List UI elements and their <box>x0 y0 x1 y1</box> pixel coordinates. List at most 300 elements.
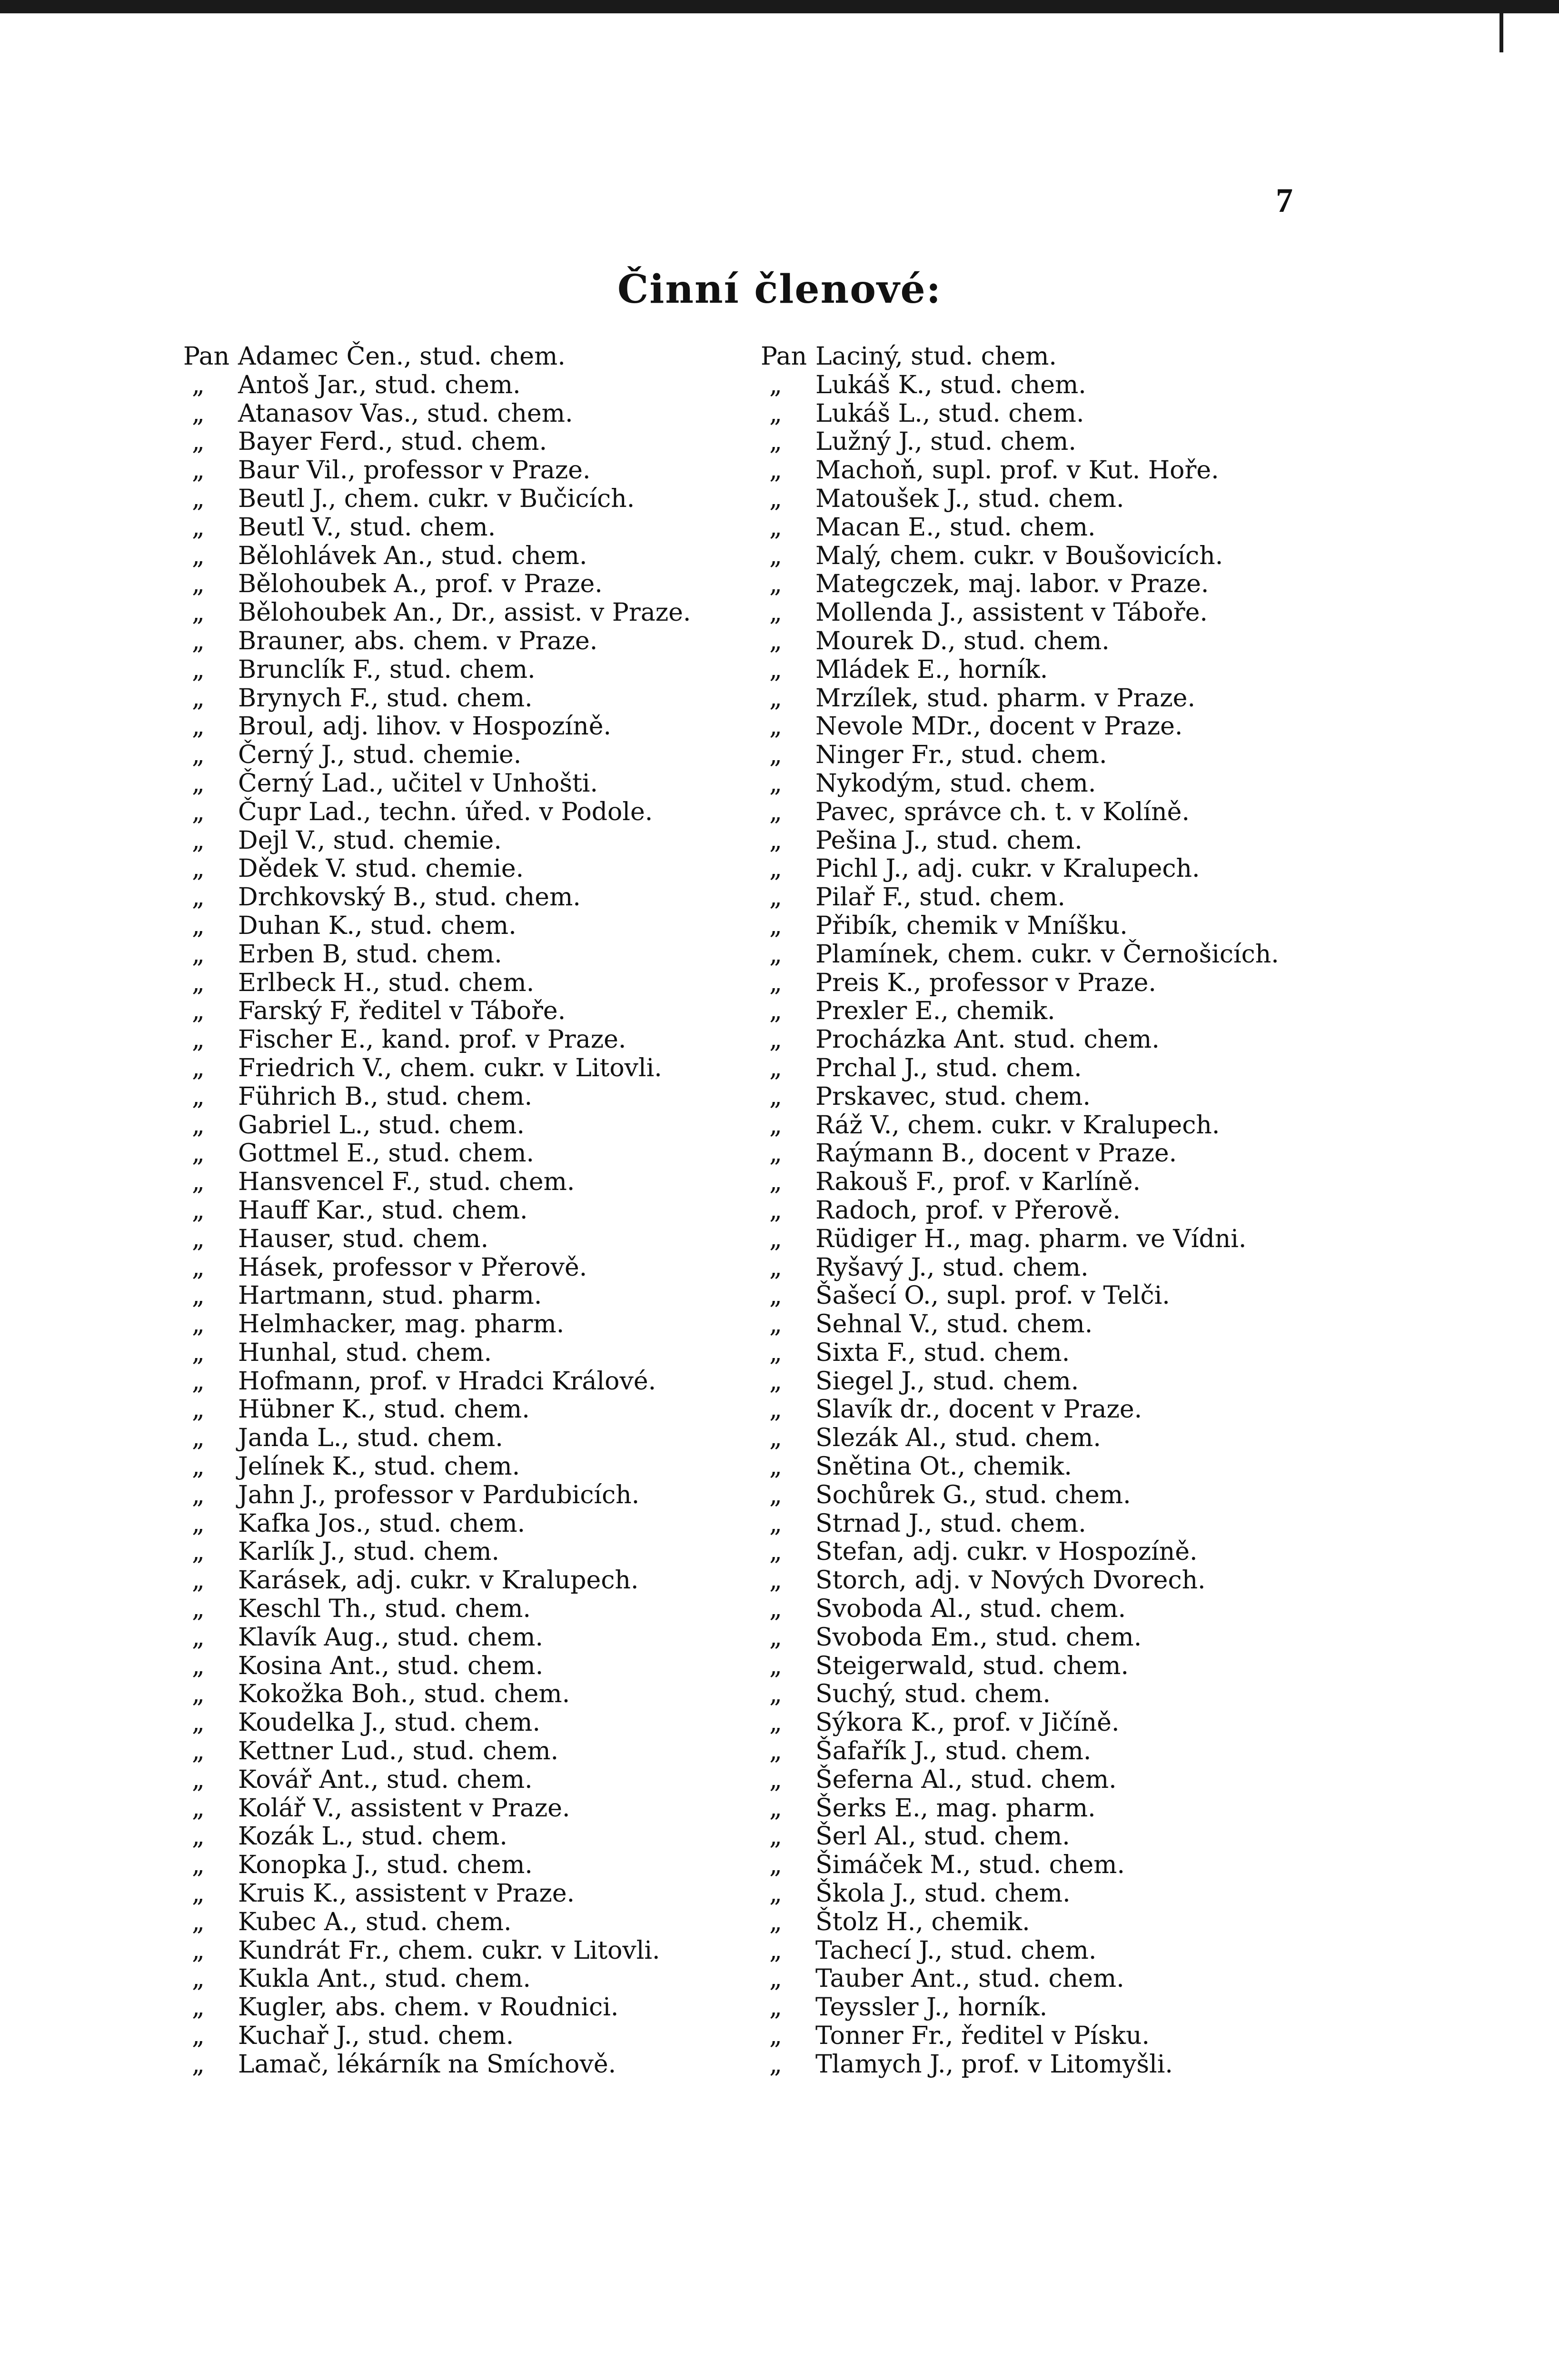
ditto-mark: „ <box>769 854 782 883</box>
ditto-mark: „ <box>769 1964 782 1993</box>
member-row <box>761 855 1380 883</box>
member-entry: Kruis K., assistent v Praze. <box>238 1879 575 1908</box>
member-entry: Prskavec, stud. chem. <box>815 1082 1091 1111</box>
member-entry: Rakouš F., prof. v Karlíně. <box>815 1168 1141 1197</box>
member-row <box>183 883 802 912</box>
member-row <box>761 456 1380 485</box>
ditto-mark: „ <box>769 1651 782 1680</box>
member-row <box>761 1054 1380 1083</box>
member-entry: Nykodým, stud. chem. <box>815 769 1096 798</box>
ditto-mark: „ <box>769 1509 782 1538</box>
member-row <box>183 1823 802 1851</box>
member-row <box>761 599 1380 627</box>
member-row <box>761 428 1380 456</box>
ditto-mark: „ <box>769 1765 782 1794</box>
ditto-mark: „ <box>769 1367 782 1396</box>
member-entry: Svoboda Al., stud. chem. <box>815 1595 1126 1624</box>
member-row <box>761 400 1380 428</box>
ditto-mark: „ <box>769 1196 782 1225</box>
member-entry: Sehnal V., stud. chem. <box>815 1310 1093 1339</box>
member-entry: Pilař F., stud. chem. <box>815 883 1065 912</box>
ditto-mark: „ <box>192 399 205 428</box>
member-entry: Kugler, abs. chem. v Roudnici. <box>238 1993 619 2022</box>
ditto-mark: „ <box>192 1680 205 1709</box>
member-row <box>761 1823 1380 1851</box>
member-row <box>761 770 1380 798</box>
member-row <box>183 1567 802 1595</box>
member-entry: Broul, adj. lihov. v Hospozíně. <box>238 712 612 741</box>
ditto-mark: „ <box>192 1993 205 2022</box>
ditto-mark: „ <box>769 1053 782 1082</box>
ditto-mark: „ <box>192 1424 205 1453</box>
ditto-mark: „ <box>769 684 782 713</box>
member-entry: Hansvencel F., stud. chem. <box>238 1168 575 1197</box>
member-row <box>761 1026 1380 1054</box>
ditto-mark: „ <box>192 883 205 912</box>
page-number: 7 <box>1276 181 1293 219</box>
member-entry: Tonner Fr., ředitel v Písku. <box>815 2022 1150 2051</box>
member-row <box>761 656 1380 684</box>
ditto-mark: „ <box>192 427 205 456</box>
member-entry: Lukáš K., stud. chem. <box>815 370 1086 399</box>
member-entry: Atanasov Vas., stud. chem. <box>238 399 573 428</box>
member-row <box>761 1851 1380 1880</box>
member-row <box>183 855 802 883</box>
member-row <box>761 1908 1380 1937</box>
ditto-mark: „ <box>192 1566 205 1595</box>
member-entry: Beutl V., stud. chem. <box>238 513 496 542</box>
ditto-mark: „ <box>769 1537 782 1567</box>
member-row <box>183 1595 802 1624</box>
member-row <box>183 1083 802 1111</box>
member-row <box>761 798 1380 827</box>
member-row <box>761 941 1380 969</box>
member-entry: Janda L., stud. chem. <box>238 1424 503 1453</box>
member-row <box>183 1538 802 1567</box>
ditto-mark: „ <box>192 1480 205 1509</box>
member-row <box>183 1111 802 1140</box>
ditto-mark: „ <box>192 1936 205 1965</box>
member-row <box>183 1937 802 1965</box>
member-row <box>761 1937 1380 1965</box>
ditto-mark: „ <box>192 513 205 542</box>
ditto-mark: „ <box>769 1936 782 1965</box>
member-row <box>183 542 802 571</box>
member-entry: Klavík Aug., stud. chem. <box>238 1623 544 1652</box>
member-row <box>183 1624 802 1652</box>
ditto-mark: „ <box>192 570 205 599</box>
member-row <box>761 1396 1380 1424</box>
member-entry: Šeferna Al., stud. chem. <box>815 1765 1117 1794</box>
member-row <box>183 827 802 855</box>
member-entry: Slavík dr., docent v Praze. <box>815 1395 1142 1424</box>
member-entry: Macan E., stud. chem. <box>815 513 1096 542</box>
member-row <box>183 1766 802 1795</box>
member-entry: Sixta F., stud. chem. <box>815 1338 1070 1367</box>
member-entry: Bělohlávek An., stud. chem. <box>238 541 587 570</box>
member-entry: Mategczek, maj. labor. v Praze. <box>815 570 1209 599</box>
member-entry: Farský F, ředitel v Táboře. <box>238 997 566 1026</box>
ditto-mark: „ <box>769 1395 782 1424</box>
salutation: Pan <box>183 342 230 371</box>
member-entry: Tlamych J., prof. v Litomyšli. <box>815 2050 1173 2079</box>
member-row <box>761 1965 1380 1993</box>
member-entry: Antoš Jar., stud. chem. <box>238 370 521 399</box>
member-entry: Šerl Al., stud. chem. <box>815 1822 1070 1851</box>
member-row <box>183 1424 802 1453</box>
member-row <box>183 1481 802 1510</box>
member-row <box>183 2022 802 2051</box>
ditto-mark: „ <box>769 1253 782 1282</box>
ditto-mark: „ <box>769 1111 782 1140</box>
member-entry: Škola J., stud. chem. <box>815 1879 1071 1908</box>
ditto-mark: „ <box>769 1879 782 1908</box>
member-entry: Mrzílek, stud. pharm. v Praze. <box>815 684 1195 713</box>
ditto-mark: „ <box>192 1737 205 1766</box>
member-row <box>761 1737 1380 1766</box>
member-entry: Ninger Fr., stud. chem. <box>815 741 1107 770</box>
member-row <box>761 1168 1380 1197</box>
member-row <box>761 1254 1380 1282</box>
member-row <box>183 1168 802 1197</box>
member-entry: Slezák Al., stud. chem. <box>815 1424 1101 1453</box>
ditto-mark: „ <box>769 911 782 940</box>
member-entry: Hartmann, stud. pharm. <box>238 1281 542 1310</box>
member-row <box>761 1310 1380 1339</box>
member-row <box>761 1680 1380 1709</box>
member-entry: Kokožka Boh., stud. chem. <box>238 1680 570 1709</box>
member-row <box>183 1851 802 1880</box>
member-row <box>183 1026 802 1054</box>
member-row <box>761 1453 1380 1481</box>
member-entry: Mládek E., horník. <box>815 655 1048 684</box>
member-entry: Drchkovský B., stud. chem. <box>238 883 581 912</box>
ditto-mark: „ <box>769 1907 782 1936</box>
ditto-mark: „ <box>192 1111 205 1140</box>
member-entry: Fischer E., kand. prof. v Praze. <box>238 1025 626 1054</box>
scan-border-right <box>1499 0 1503 52</box>
ditto-mark: „ <box>769 1794 782 1823</box>
ditto-mark: „ <box>192 598 205 627</box>
member-entry: Dědek V. stud. chemie. <box>238 854 524 883</box>
member-row <box>183 570 802 599</box>
member-row <box>183 798 802 827</box>
scan-border-top <box>0 0 1559 13</box>
member-entry: Bayer Ferd., stud. chem. <box>238 427 547 456</box>
member-row <box>761 1225 1380 1254</box>
member-entry: Hauff Kar., stud. chem. <box>238 1196 528 1225</box>
member-entry: Kettner Lud., stud. chem. <box>238 1737 559 1766</box>
member-entry: Tachecí J., stud. chem. <box>815 1936 1097 1965</box>
ditto-mark: „ <box>192 1224 205 1253</box>
member-row <box>761 912 1380 941</box>
member-entry: Gottmel E., stud. chem. <box>238 1139 535 1168</box>
member-row <box>761 1624 1380 1652</box>
member-row <box>761 1880 1380 1908</box>
ditto-mark: „ <box>192 797 205 826</box>
member-row <box>183 1225 802 1254</box>
member-entry: Sochůrek G., stud. chem. <box>815 1480 1131 1509</box>
salutation: Pan <box>761 342 807 371</box>
member-row <box>761 1424 1380 1453</box>
ditto-mark: „ <box>769 598 782 627</box>
ditto-mark: „ <box>769 797 782 826</box>
member-entry: Jahn J., professor v Pardubicích. <box>238 1480 640 1509</box>
ditto-mark: „ <box>192 1310 205 1339</box>
ditto-mark: „ <box>769 883 782 912</box>
member-entry: Malý, chem. cukr. v Boušovicích. <box>815 541 1223 570</box>
ditto-mark: „ <box>769 370 782 399</box>
member-entry: Karásek, adj. cukr. v Kralupech. <box>238 1566 639 1595</box>
member-row <box>761 627 1380 656</box>
ditto-mark: „ <box>192 2050 205 2079</box>
member-row <box>183 1197 802 1225</box>
ditto-mark: „ <box>769 1993 782 2022</box>
member-entry: Stefan, adj. cukr. v Hospozíně. <box>815 1537 1198 1567</box>
member-entry: Brauner, abs. chem. v Praze. <box>238 626 598 655</box>
member-entry: Rüdiger H., mag. pharm. ve Vídni. <box>815 1224 1247 1253</box>
member-entry: Gabriel L., stud. chem. <box>238 1111 525 1140</box>
member-row <box>761 1140 1380 1168</box>
ditto-mark: „ <box>192 1708 205 1737</box>
ditto-mark: „ <box>769 1025 782 1054</box>
member-row <box>183 1993 802 2022</box>
member-row <box>761 741 1380 770</box>
ditto-mark: „ <box>192 1082 205 1111</box>
member-row <box>761 883 1380 912</box>
member-entry: Suchý, stud. chem. <box>815 1680 1051 1709</box>
member-entry: Helmhacker, mag. pharm. <box>238 1310 565 1339</box>
member-row <box>761 713 1380 741</box>
member-row <box>183 400 802 428</box>
member-entry: Erlbeck H., stud. chem. <box>238 968 535 997</box>
member-entry: Lamač, lékárník na Smíchově. <box>238 2050 616 2079</box>
member-entry: Pavec, správce ch. t. v Kolíně. <box>815 797 1190 826</box>
ditto-mark: „ <box>769 1310 782 1339</box>
member-row <box>761 2022 1380 2051</box>
member-row <box>183 741 802 770</box>
ditto-mark: „ <box>192 1367 205 1396</box>
member-row <box>183 1510 802 1538</box>
ditto-mark: „ <box>769 826 782 855</box>
ditto-mark: „ <box>192 826 205 855</box>
member-row <box>183 1140 802 1168</box>
member-entry: Kafka Jos., stud. chem. <box>238 1509 526 1538</box>
member-entry: Beutl J., chem. cukr. v Bučicích. <box>238 484 635 513</box>
member-entry: Preis K., professor v Praze. <box>815 968 1156 997</box>
ditto-mark: „ <box>769 1708 782 1737</box>
member-row <box>183 1709 802 1737</box>
member-row <box>183 371 802 400</box>
member-row <box>183 514 802 542</box>
member-entry: Dejl V., stud. chemie. <box>238 826 502 855</box>
member-entry: Matoušek J., stud. chem. <box>815 484 1124 513</box>
ditto-mark: „ <box>769 1566 782 1595</box>
ditto-mark: „ <box>769 769 782 798</box>
member-entry: Lukáš L., stud. chem. <box>815 399 1084 428</box>
ditto-mark: „ <box>192 1964 205 1993</box>
ditto-mark: „ <box>769 1480 782 1509</box>
ditto-mark: „ <box>769 997 782 1026</box>
member-entry: Hauser, stud. chem. <box>238 1224 489 1253</box>
member-entry: Sýkora K., prof. v Jičíně. <box>815 1708 1120 1737</box>
section-heading: Činní členové: <box>617 267 942 312</box>
member-entry: Šimáček M., stud. chem. <box>815 1851 1125 1880</box>
member-row <box>183 1310 802 1339</box>
member-entry: Plamínek, chem. cukr. v Černošicích. <box>815 940 1279 969</box>
member-row <box>761 570 1380 599</box>
member-row <box>183 1795 802 1823</box>
member-entry: Kozák L., stud. chem. <box>238 1822 507 1851</box>
ditto-mark: „ <box>769 940 782 969</box>
member-row <box>183 684 802 713</box>
ditto-mark: „ <box>769 399 782 428</box>
ditto-mark: „ <box>769 1680 782 1709</box>
member-entry: Pichl J., adj. cukr. v Kralupech. <box>815 854 1200 883</box>
member-row <box>183 1339 802 1368</box>
member-entry: Snětina Ot., chemik. <box>815 1452 1072 1481</box>
ditto-mark: „ <box>769 1822 782 1851</box>
ditto-mark: „ <box>192 684 205 713</box>
member-entry: Kovář Ant., stud. chem. <box>238 1765 533 1794</box>
ditto-mark: „ <box>192 1452 205 1481</box>
ditto-mark: „ <box>769 1139 782 1168</box>
member-entry: Hofmann, prof. v Hradci Králové. <box>238 1367 656 1396</box>
ditto-mark: „ <box>192 1281 205 1310</box>
member-row <box>761 1510 1380 1538</box>
member-entry: Duhan K., stud. chem. <box>238 911 516 940</box>
member-row <box>183 1880 802 1908</box>
member-row <box>183 343 802 371</box>
member-entry: Brunclík F., stud. chem. <box>238 655 536 684</box>
ditto-mark: „ <box>769 484 782 513</box>
member-row <box>761 1368 1380 1396</box>
ditto-mark: „ <box>192 712 205 741</box>
ditto-mark: „ <box>769 741 782 770</box>
member-entry: Friedrich V., chem. cukr. v Litovli. <box>238 1053 662 1082</box>
member-entry: Brynych F., stud. chem. <box>238 684 533 713</box>
member-entry: Kubec A., stud. chem. <box>238 1907 512 1936</box>
ditto-mark: „ <box>769 1338 782 1367</box>
member-row <box>761 1339 1380 1368</box>
member-row <box>761 514 1380 542</box>
member-entry: Bělohoubek A., prof. v Praze. <box>238 570 603 599</box>
ditto-mark: „ <box>192 1253 205 1282</box>
member-entry: Kundrát Fr., chem. cukr. v Litovli. <box>238 1936 660 1965</box>
ditto-mark: „ <box>192 1822 205 1851</box>
ditto-mark: „ <box>192 484 205 513</box>
member-row <box>183 1254 802 1282</box>
member-row <box>761 343 1380 371</box>
ditto-mark: „ <box>192 456 205 485</box>
ditto-mark: „ <box>192 1765 205 1794</box>
member-entry: Kolář V., assistent v Praze. <box>238 1794 570 1823</box>
ditto-mark: „ <box>769 570 782 599</box>
member-row <box>761 1766 1380 1795</box>
member-entry: Hübner K., stud. chem. <box>238 1395 530 1424</box>
ditto-mark: „ <box>769 655 782 684</box>
member-entry: Bělohoubek An., Dr., assist. v Praze. <box>238 598 691 627</box>
ditto-mark: „ <box>192 1794 205 1823</box>
member-row <box>761 1709 1380 1737</box>
ditto-mark: „ <box>192 655 205 684</box>
member-row <box>183 713 802 741</box>
member-entry: Kosina Ant., stud. chem. <box>238 1651 544 1680</box>
member-entry: Prexler E., chemik. <box>815 997 1055 1026</box>
member-row <box>183 2051 802 2079</box>
member-entry: Kuchař J., stud. chem. <box>238 2022 514 2051</box>
member-row <box>761 1795 1380 1823</box>
member-entry: Erben B, stud. chem. <box>238 940 502 969</box>
member-row <box>183 912 802 941</box>
ditto-mark: „ <box>192 1139 205 1168</box>
member-entry: Laciný, stud. chem. <box>815 342 1057 371</box>
member-entry: Adamec Čen., stud. chem. <box>238 342 566 371</box>
member-entry: Černý Lad., učitel v Unhošti. <box>238 769 598 798</box>
member-entry: Ráž V., chem. cukr. v Kralupech. <box>815 1111 1220 1140</box>
ditto-mark: „ <box>769 1851 782 1880</box>
member-entry: Šerks E., mag. pharm. <box>815 1794 1096 1823</box>
member-row <box>183 941 802 969</box>
member-row <box>183 1737 802 1766</box>
ditto-mark: „ <box>192 626 205 655</box>
ditto-mark: „ <box>192 1025 205 1054</box>
member-entry: Procházka Ant. stud. chem. <box>815 1025 1160 1054</box>
member-row <box>761 1481 1380 1510</box>
member-row <box>183 969 802 998</box>
member-row <box>761 1538 1380 1567</box>
member-row <box>183 627 802 656</box>
member-entry: Hásek, professor v Přerově. <box>238 1253 587 1282</box>
ditto-mark: „ <box>769 1623 782 1652</box>
ditto-mark: „ <box>769 2022 782 2051</box>
member-row <box>761 1567 1380 1595</box>
ditto-mark: „ <box>769 1281 782 1310</box>
member-entry: Raýmann B., docent v Praze. <box>815 1139 1177 1168</box>
member-row <box>183 1652 802 1681</box>
ditto-mark: „ <box>192 968 205 997</box>
ditto-mark: „ <box>192 1196 205 1225</box>
member-row <box>183 997 802 1026</box>
ditto-mark: „ <box>192 370 205 399</box>
member-entry: Strnad J., stud. chem. <box>815 1509 1086 1538</box>
ditto-mark: „ <box>769 712 782 741</box>
member-entry: Machoň, supl. prof. v Kut. Hoře. <box>815 456 1219 485</box>
member-row <box>183 1282 802 1310</box>
member-entry: Čupr Lad., techn. úřed. v Podole. <box>238 797 653 826</box>
member-row <box>183 1965 802 1993</box>
ditto-mark: „ <box>192 997 205 1026</box>
ditto-mark: „ <box>192 541 205 570</box>
ditto-mark: „ <box>192 2022 205 2051</box>
member-row <box>761 684 1380 713</box>
member-row <box>761 827 1380 855</box>
member-row <box>761 1652 1380 1681</box>
member-row <box>761 1083 1380 1111</box>
ditto-mark: „ <box>769 1737 782 1766</box>
member-row <box>761 969 1380 998</box>
ditto-mark: „ <box>769 1424 782 1453</box>
member-entry: Svoboda Em., stud. chem. <box>815 1623 1142 1652</box>
member-entry: Přibík, chemik v Mníšku. <box>815 911 1128 940</box>
member-row <box>183 1054 802 1083</box>
member-row <box>761 1197 1380 1225</box>
member-row <box>761 371 1380 400</box>
ditto-mark: „ <box>192 1168 205 1197</box>
member-row <box>183 1396 802 1424</box>
ditto-mark: „ <box>769 427 782 456</box>
ditto-mark: „ <box>192 854 205 883</box>
